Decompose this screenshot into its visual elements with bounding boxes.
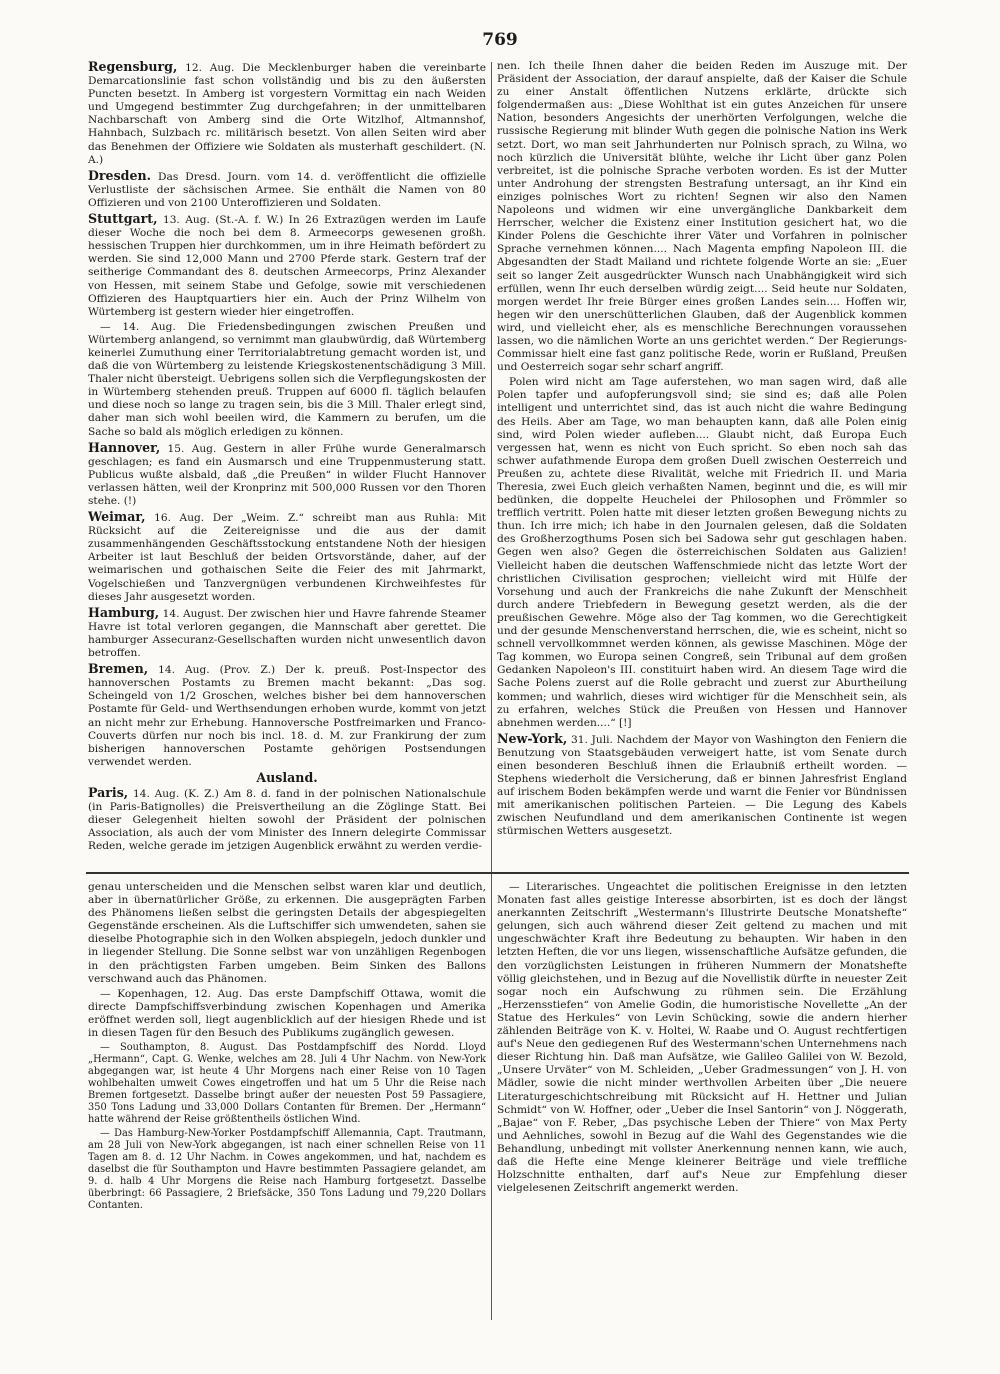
- column-lower-right: [497, 881, 907, 1321]
- article-text: 13. Aug. (St.-A. f. W.) In 26 Extrazügen werden im Laufe dieser Woche die noch bei dem 8. Armeecorps gewesenen großh. hessischen Truppen hier durchkommen, um in ihre Heimath befördert zu werden. Sie sind 12,000 Mann und 2700 Pferde stark. Gestern traf der seitherige Commandant des 8. deutschen Armeecorps, Prinz Alexander von Hessen, mit seinem Stabe und Gefolge, sowie mit verschiedenen Offizieren des Hauptquartiers hier ein. Auch der Prinz Wilhelm von Würtemberg ist gestern wieder hier eingetroffen.: [88, 214, 486, 318]
- article-hannover: [88, 441, 486, 508]
- dateline: New-York,: [497, 730, 568, 746]
- article-new-york: [497, 732, 907, 839]
- dateline: Paris,: [88, 784, 129, 800]
- article-text: 12. Aug. Die Mecklenburger haben die vereinbarte Demarcationslinie fast schon vollständig und bis zu den äußersten Puncten besetzt. In Amberg ist vorgestern Vormittag ein nach Weiden und Umgegend bestimmter Zug durchgefahren; in der unmittelbaren Nachbarschaft von Amberg sind die Orte Witzlhof, Altmannshof, Hahnbach, Sulzbach rc. militärisch besetzt. Von allen Seiten wird aber das Benehmen der Offiziere wie Soldaten als musterhaft geschildert. (N. A.): [88, 62, 486, 166]
- dateline: Stuttgart,: [88, 211, 158, 227]
- article-stuttgart: [88, 212, 486, 319]
- article-text: 14. August. Der zwischen hier und Havre fahrende Steamer Havre ist total verloren gegangen, die Mannschaft aber gerettet. Die hamburger Assecuranz-Gesellschaften wurden nicht unwesentlich davon betroffen.: [88, 607, 486, 660]
- dateline: Weimar,: [88, 509, 146, 525]
- article-paris-speech: Polen wird nicht am Tage auferstehen, wo man sagen wird, daß alle Polen tapfer und aufopferungsvoll sind; sie sind es; daß alle Polen intelligent und unterrichtet sind, das ist auch nicht die wahre Bedingung des Heils. Aber am Tage, wo man behaupten kann, daß alle Polen einig sind, wird Polen wieder aufleben.... Glaubt nicht, daß Europa Euch vergessen hat, wenn es nicht von Euch spricht. So eben noch sah das schwer aufathmende Europa dem großen Duell zwischen Oesterreich und Preußen zu, achtete diese Rivalität, welche mit Friedrich II. und Maria Theresia, zwei Euch gleich verhaßten Namen, beginnt und die, es will mir bedünken, die doppelte Heuchelei der Philosophen und Frömmler so trefflich vertritt. Polen hatte mit dieser letzten großen Bewegung nichts zu thun. Ich irre mich; ich habe in den Journalen gelesen, daß die Soldaten des Großherzogthums Posen sich bei Sadowa sehr gut geschlagen haben. Gegen wen also? Gegen die österreichischen Soldaten aus Galizien! Vielleicht haben die deutschen Waffenschmiede nicht das letzte Wort der christlichen Civilisation gesprochen; vielleicht wird mit Hülfe der Vorsehung und auch der Frankreichs die nahe Zukunft der Menschheit durch andere Triebfedern in Bewegung gesetzt werden, als die der preußischen Gewehre. Möge also der Tag kommen, wo die Gerechtigkeit und der gesunde Menschenverstand herrschen, die, wie es scheint, nicht so schnell vervollkommnet werden können, als gewisse Maschinen. Möge der Tag kommen, wo Europa seinen Congreß, sein Tribunal auf dem großen Gedanken Napoleon's III. constituirt haben wird. An diesem Tage wird die Sache Polens zuerst auf die Rolle gebracht und zuerst zur Aburtheilung kommen; und wahrlich, dieses wird wichtiger für die Menschheit sein, als zu erfahren, welches Stück die Preußen von Hessen und Hannover abnehmen werden....“ [!]: [497, 376, 907, 729]
- dateline: Hannover,: [88, 439, 161, 455]
- column-divider: [491, 62, 492, 1320]
- article-paris: [88, 786, 486, 853]
- dateline: Hamburg,: [88, 604, 160, 620]
- dateline: Regensburg,: [88, 60, 178, 74]
- article-text: 31. Juli. Nachdem der Mayor von Washington den Feniern die Benutzung von Staatsgebäuden verweigert hatte, ist vom Senate durch einen besonderen Beschluß ihnen die Erlaubniß ertheilt worden. — Stephens wiederholt die Versicherung, daß er binnen Jahresfrist England auf irischem Boden bekämpfen werde und warnt die Fenier vor Bündnissen mit amerikanischen politischen Parteien. — Die Legung des Kabels zwischen Neufundland und dem amerikanischen Continente ist wegen stürmischen Wetters ausgesetzt.: [497, 733, 907, 838]
- article-paris-cont: nen. Ich theile Ihnen daher die beiden Reden im Auszuge mit. Der Präsident der Association, der darauf anspielte, daß der Kaiser die Schule zu einer Anstalt öffentlichen Nutzens erklärte, drückte sich folgendermaßen aus: „Diese Wohlthat ist ein gutes Anzeichen für unsere Nation, besonders Angesichts der unerhörten Verfolgungen, welche die russische Regierung mit blinder Wuth gegen die polnische Nation ins Werk setzt. Dort, wo man seit Jahrhunderten nur Polnisch sprach, zu Wilna, wo noch kürzlich die Universität blühte, welche ihr Licht über ganz Polen verbreitet, ist die polnische Sprache verboten worden. Es ist der Mutter unter Androhung der strengsten Bestrafung untersagt, an ihr Kind ein einziges polnisches Wort zu richten! Segnen wir also den Namen Napoleons und widmen wir eine unvergängliche Dankbarkeit dem Herrscher, welcher die Existenz einer Institution gesichert hat, wo die Kinder Polens die Geschichte ihrer Väter und Vorfahren in polnischer Sprache vernehmen können.... Nach Magenta empfing Napoleon III. die Abgesandten der Stadt Mailand und richtete folgende Worte an sie: „Euer seit so langer Zeit ausgedrückter Wunsch nach Unabhängigkeit wird sich erfüllen, wenn Ihr euch derselben würdig zeigt.... Seid heute nur Soldaten, morgen werdet Ihr freie Bürger eines großen Landes sein.... Hoffen wir, hegen wir den unerschütterlichen Glauben, daß der Augenblick kommen wird, und vielleicht eher, als es menschliche Berechnungen voraussehen lassen, wo die nämlichen Worte an uns gerichtet werden.“ Der Regierungs-Commissar hielt eine fast ganz politische Rede, worin er Rußland, Preußen und Oesterreich sogar sehr scharf angriff.: [497, 60, 907, 374]
- article-text: 16. Aug. Der „Weim. Z.“ schreibt man aus Ruhla: Mit Rücksicht auf die Zeitereignisse und die aus der damit zusammenhängenden Geschäftsstockung entstandene Noth der hiesigen Arbeiter ist laut Beschluß der beiden Ortsvorstände, daher, auf der weimarischen und gothaischen Seite die Feier des mit Jahrmarkt, Vogelschießen und Tanzvergnügen verbundenen Kirchweihfestes für dieses Jahr ausgesetzt worden.: [88, 512, 486, 603]
- section-heading: Ausland.: [256, 769, 318, 785]
- feuilleton-balloon: genau unterscheiden und die Menschen selbst waren klar und deutlich, aber in übernatürlicher Größe, zu erkennen. Die ausgeprägten Farben des Phänomens ließen selbst die geringsten Details der abgespiegelten Gegenstände erscheinen. Als die Luftschiffer sich umwendeten, sahen sie dieselbe Photographie sich in den Wolken abspiegeln, jedoch dunkler und in liegender Stellung. Die Sonne selbst war von unzähligen Regenbogen in den prächtigsten Farben umgeben. Beim Sinken des Ballons verschwand auch das Phänomen.: [88, 881, 486, 985]
- feuilleton-divider: [86, 872, 909, 874]
- page-number: 769: [482, 30, 518, 50]
- feuilleton-literary: — Literarisches. Ungeachtet die politischen Ereignisse in den letzten Monaten fast alles geistige Interesse absorbirten, ist es doch der längst anerkannten Zeitschrift „Westermann's Illustrirte Deutsche Monatshefte“ gelungen, sich auch während dieser Zeit geltend zu machen und mit ungeschwächter Kraft ihre Bedeutung zu behaupten. Wir haben in den letzten Heften, die vor uns liegen, wissenschaftliche Aufsätze gefunden, die den vorzüglichsten Leistungen in früheren Nummern der Monatshefte völlig gleichstehen, und in Bezug auf die Novellistik dürfte in neuester Zeit sogar noch ein Aufschwung zu rühmen sein. Die Erzählung „Herzensstiefen“ von Amelie Godin, die humoristische Novellette „An der Statue des Herkules“ von Levin Schücking, sowie die andern hierher zählenden Beiträge von K. v. Holtei, W. Raabe und O. August rechtfertigen auf's Neue den gediegenen Ruf des Westermann'schen Unternehmens nach dieser Richtung hin. Daß man Aufsätze, wie Galileo Galilei von W. Bezold, „Unsere Urväter“ von M. Schleiden, „Ueber Gradmessungen“ von J. H. von Mädler, sowie die nicht minder werthvollen Arbeiten über „Die neuere Literaturgeschichtschreibung mit Rücksicht auf H. Hettner und Julian Schmidt“ von W. Hoffner, oder „Ueber die Insel Santorin“ von J. Nöggerath, „Bajae“ von F. Reber, „Das psychische Leben der Thiere“ von Max Perty und Aehnliches, sowohl in Bezug auf die Wahl des Gegenstandes wie die Behandlung, unbedingt mit vollster Anerkennung nennen kann, wie auch, daß die Hefte eine Menge kleinerer Beiträge und viele treffliche Holzschnitte enthalten, darf auf's Neue zur Empfehlung dieser vielgelesenen Zeitschrift angemerkt werden.: [497, 881, 907, 1195]
- article-hamburg: [88, 606, 486, 660]
- article-bremen: [88, 662, 486, 769]
- news-copenhagen: — Kopenhagen, 12. Aug. Das erste Dampfschiff Ottawa, womit die directe Dampfschiffsverbindung zwischen Kopenhagen und Amerika eröffnet werden soll, liegt augenblicklich auf der hiesigen Rhede und ist in diesen Tagen für den Besuch des Publikums zugänglich gewesen.: [88, 987, 486, 1040]
- news-southampton: — Southampton, 8. August. Das Postdampfschiff des Nordd. Lloyd „Hermann“, Capt. G. Wenke, welches am 28. Juli 4 Uhr Nachm. von New-York abgegangen war, ist heute 4 Uhr Morgens nach einer Reise von 10 Tagen wohlbehalten umweit Cowes eingetroffen und hat um 5 Uhr die Reise nach Bremen fortgesetzt. Dasselbe bringt außer der neuesten Post 59 Passagiere, 350 Tons Ladung und 33,000 Dollars Contanten für Bremen. Der „Hermann“ hatte während der Reise größtentheils östlichen Wind.: [88, 1042, 486, 1126]
- dateline: Dresden.: [88, 167, 152, 183]
- column-lower-left: [88, 881, 486, 1321]
- article-text: 15. Aug. Gestern in aller Frühe wurde Generalmarsch geschlagen; es fand ein Ausmarsch und eine Truppenmusterung statt. Publicus wußte alsbald, daß „die Preußen“ in wilder Flucht Hannover verlassen hätten, weil der Kronprinz mit 500,000 Russen vor den Thoren stehe. (!): [88, 442, 486, 507]
- article-text: 14. Aug. (Prov. Z.) Der k. preuß. Post-Inspector des hannoverschen Postamts zu Bremen macht bekannt: „Das sog. Scheingeld von 1/2 Groschen, welches bisher bei dem hannoverschen Postamte für Geld- und Werthsendungen erhoben wurde, kommt von jetzt an nicht mehr zur Erhebung. Hannoversche Postfreimarken und Franco-Couverts dürfen nur noch bis incl. 18. d. M. zur Frankirung der zum bisherigen hannoverschen Postamte gehörigen Postsendungen verwendet werden.: [88, 664, 486, 768]
- article-dresden: [88, 169, 486, 210]
- article-text: Das Dresd. Journ. vom 14. d. veröffentlicht die offizielle Verlustliste der sächsischen Armee. Sie enthält die Namen von 80 Offizieren und von 2100 Unteroffizieren und Soldaten.: [88, 170, 486, 209]
- column-upper-right: [497, 60, 907, 865]
- article-text: 14. Aug. (K. Z.) Am 8. d. fand in der polnischen Nationalschule (in Paris-Batignolles) die Preisvertheilung an die Zöglinge Statt. Bei dieser Gelegenheit hielten sowohl der Präsident der polnischen Association, als auch der vom Minister des Innern delegirte Commissar Reden, welche gerade im jetzigen Augenblick erwähnt zu werden verdie-: [88, 787, 486, 853]
- column-upper-left: [88, 60, 486, 865]
- article-regensburg: [88, 60, 486, 167]
- article-weimar: [88, 510, 486, 604]
- news-allemannia: — Das Hamburg-New-Yorker Postdampfschiff Allemannia, Capt. Trautmann, am 28 Juli von New-York abgegangen, ist nach einer schnellen Reise von 11 Tagen am 8. d. 12 Uhr Nachm. in Cowes angekommen, und hat, nachdem es daselbst die für Southampton und Havre bestimmten Passagiere gelandet, am 9. d. halb 4 Uhr Morgens die Reise nach Hamburg fortgesetzt. Dasselbe überbringt: 66 Passagiere, 2 Briefsäcke, 350 Tons Ladung und 79,220 Dollars Contanten.: [88, 1128, 486, 1212]
- article-stuttgart-cont: — 14. Aug. Die Friedensbedingungen zwischen Preußen und Würtemberg anlangend, so vernimmt man glaubwürdig, daß Würtemberg keinerlei Zumuthung einer Territorialabtretung gemacht worden ist, und daß die von Würtemberg zu leistende Kriegskostenentschädigung 3 Mill. Thaler nicht übersteigt. Uebrigens sollen sich die Verpflegungskosten der in Würtemberg stehenden preuß. Truppen auf 6000 fl. täglich belaufen und diese noch so lange zu tragen sein, bis die 3 Mill. Thaler erlegt sind, daher man sich wohl beeilen wird, die Kammern zu berufen, um die Sache so bald als möglich erledigen zu können.: [88, 320, 486, 438]
- dateline: Bremen,: [88, 661, 149, 677]
